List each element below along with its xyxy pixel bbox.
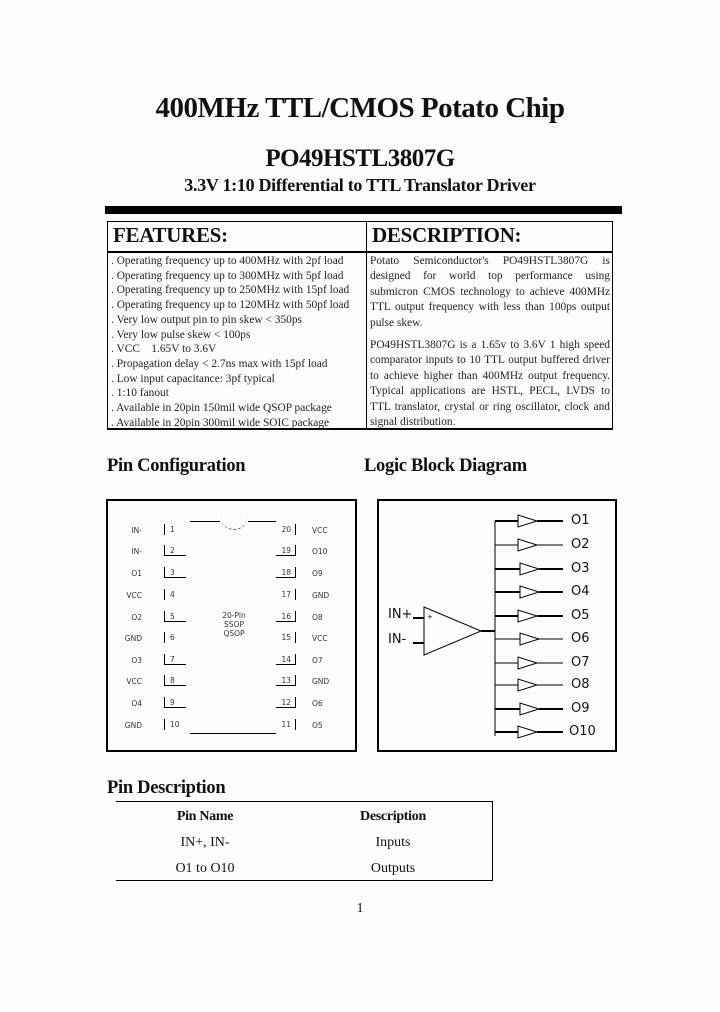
feature-item: . Very low output pin to pin skew < 350ps — [111, 313, 302, 326]
pin-number: 16 — [276, 611, 296, 622]
output-label: O8 — [571, 677, 590, 692]
page-number: 1 — [356, 901, 364, 916]
pin-1 — [108, 524, 188, 538]
description-cell: Outputs — [370, 861, 416, 876]
column-divider — [366, 222, 367, 428]
feature-item: . Operating frequency up to 120MHz with 50pf load — [111, 299, 350, 312]
pin-name: GND — [312, 677, 330, 686]
pin-name: O3 — [131, 656, 142, 665]
chip-outline-top — [190, 521, 220, 522]
pin-number: 10 — [164, 719, 186, 730]
pin-name-cell: O1 to O10 — [175, 861, 235, 876]
feature-item: . Operating frequency up to 400MHz with 2pf load — [111, 255, 344, 267]
feature-item: . Propagation delay < 2.7ns max with 15pf load — [111, 357, 328, 370]
description-text — [370, 254, 610, 437]
pin-15 — [274, 632, 358, 646]
pin-number: 14 — [276, 654, 296, 665]
pin-name: O9 — [312, 569, 323, 578]
pin-number: 7 — [164, 654, 186, 665]
description-heading: DESCRIPTION: — [372, 223, 522, 247]
pin-name: O2 — [131, 613, 142, 622]
pin-12 — [274, 697, 358, 711]
logic-block-diagram-heading: Logic Block Diagram — [364, 456, 527, 476]
package-label — [212, 611, 256, 638]
pin-name: VCC — [312, 634, 328, 643]
description-paragraph: PO49HSTL3807G is a 1.65v to 3.6V 1 high speed comparator inputs to 10 TTL output buffered driver to achieve higher than 400MHz output frequency. Typical applications are HSTL, PECL, LVDS to TTL translator, crystal or ring oscillator, clock and signal distribution. — [370, 339, 610, 429]
pin-name: GND — [312, 591, 330, 600]
pin-name: O5 — [312, 721, 323, 730]
pin-number: 9 — [164, 697, 186, 708]
features-list — [111, 254, 363, 430]
pin-name: O8 — [312, 613, 323, 622]
pin-number: 20 — [276, 524, 296, 535]
pin-number: 13 — [276, 675, 296, 686]
pin-13 — [274, 675, 358, 689]
pin-2 — [108, 545, 188, 559]
output-label: O9 — [571, 701, 590, 716]
table-row — [116, 857, 492, 883]
pin-name-cell: IN+, IN- — [180, 835, 230, 850]
pin-number: 4 — [164, 589, 186, 600]
feature-item: . Operating frequency up to 300MHz with 5pf load — [111, 269, 344, 282]
feature-item: . Very low pulse skew < 100ps — [111, 328, 251, 341]
pin-number: 19 — [276, 545, 296, 556]
input-label-in-plus: IN+ — [388, 607, 413, 622]
output-label: O1 — [571, 513, 590, 528]
pin-number: 5 — [164, 611, 186, 622]
package-label-line: SSOP — [224, 620, 244, 629]
pin-number: 3 — [164, 567, 186, 578]
header-row-divider — [108, 251, 612, 253]
output-label: O3 — [571, 561, 590, 576]
features-description-box — [107, 221, 613, 430]
pin-number: 1 — [164, 524, 186, 535]
chip-notch — [220, 515, 248, 530]
pin-configuration-heading: Pin Configuration — [107, 456, 246, 476]
feature-item: . Available in 20pin 300mil wide SOIC package — [111, 416, 330, 429]
pin-4 — [108, 589, 188, 603]
logic-block-diagram — [377, 499, 617, 752]
chip-outline-top — [248, 521, 276, 522]
pin-number: 12 — [276, 697, 296, 708]
pin-19 — [274, 545, 358, 559]
pin-10 — [108, 719, 188, 733]
table-header-row — [116, 805, 492, 831]
pin-20 — [274, 524, 358, 538]
pin-8 — [108, 675, 188, 689]
output-label: O5 — [571, 608, 590, 623]
pin-name: O7 — [312, 656, 323, 665]
header-divider — [105, 206, 622, 214]
feature-item: . Operating frequency up to 250MHz with 15pf load — [111, 284, 350, 297]
pin-name: O6 — [312, 699, 323, 708]
output-label: O10 — [569, 724, 596, 739]
pin-16 — [274, 611, 358, 625]
package-label-line: QSOP — [223, 629, 245, 638]
column-header-pin-name: Pin Name — [176, 809, 234, 824]
pin-name: O1 — [131, 569, 142, 578]
description-paragraph: Potato Semiconductor's PO49HSTL3807G is designed for world top performance using submicron CMOS technology to achieve 400MHz TTL output frequency with less than 100ps output pulse skew. — [370, 255, 610, 329]
pin-number: 17 — [276, 589, 296, 600]
pin-name: VCC — [312, 526, 328, 535]
package-label-line: 20-Pin — [222, 611, 246, 620]
pin-14 — [274, 654, 358, 668]
output-label: O2 — [571, 537, 590, 552]
output-label: O6 — [571, 631, 590, 646]
pin-11 — [274, 719, 358, 733]
column-header-description: Description — [360, 809, 426, 824]
feature-item: . Low input capacitance: 3pf typical — [111, 372, 275, 385]
buffer-icons — [495, 515, 563, 738]
pin-17 — [274, 589, 358, 603]
pin-description-heading: Pin Description — [107, 778, 226, 798]
pin-18 — [274, 567, 358, 581]
feature-item: . VCC 1.65V to 3.6V — [111, 343, 217, 356]
table-row — [116, 831, 492, 857]
document-subtitle: 3.3V 1:10 Differential to TTL Translator Driver — [184, 175, 536, 195]
feature-item: . Available in 20pin 150mil wide QSOP package — [111, 402, 332, 415]
pin-configuration-diagram — [106, 499, 357, 752]
part-number: PO49HSTL3807G — [265, 145, 455, 172]
pin-6 — [108, 632, 188, 646]
pin-name: IN- — [131, 526, 142, 535]
pin-name: O4 — [131, 699, 142, 708]
feature-item: . 1:10 fanout — [111, 387, 169, 400]
pin-9 — [108, 697, 188, 711]
pin-number: 11 — [276, 719, 296, 730]
input-label-in-minus: IN- — [388, 632, 407, 647]
pin-number: 18 — [276, 567, 296, 578]
pin-name: GND — [124, 721, 142, 730]
pin-name: O10 — [312, 547, 328, 556]
pin-name: VCC — [126, 677, 142, 686]
output-label: O4 — [571, 584, 590, 599]
document-title: 400MHz TTL/CMOS Potato Chip — [155, 92, 565, 124]
pin-name: GND — [124, 634, 142, 643]
pin-number: 15 — [276, 632, 296, 643]
pin-number: 2 — [164, 545, 186, 556]
pin-name: VCC — [126, 591, 142, 600]
pin-3 — [108, 567, 188, 581]
pin-description-table — [116, 801, 493, 881]
chip-outline-bottom — [190, 733, 276, 734]
pin-number: 8 — [164, 675, 186, 686]
pin-7 — [108, 654, 188, 668]
description-cell: Inputs — [375, 835, 411, 850]
pin-number: 6 — [164, 632, 186, 643]
plus-sign: + — [427, 613, 433, 621]
output-label: O7 — [571, 655, 590, 670]
pin-5 — [108, 611, 188, 625]
features-heading: FEATURES: — [113, 223, 228, 247]
pin-name: IN- — [131, 547, 142, 556]
